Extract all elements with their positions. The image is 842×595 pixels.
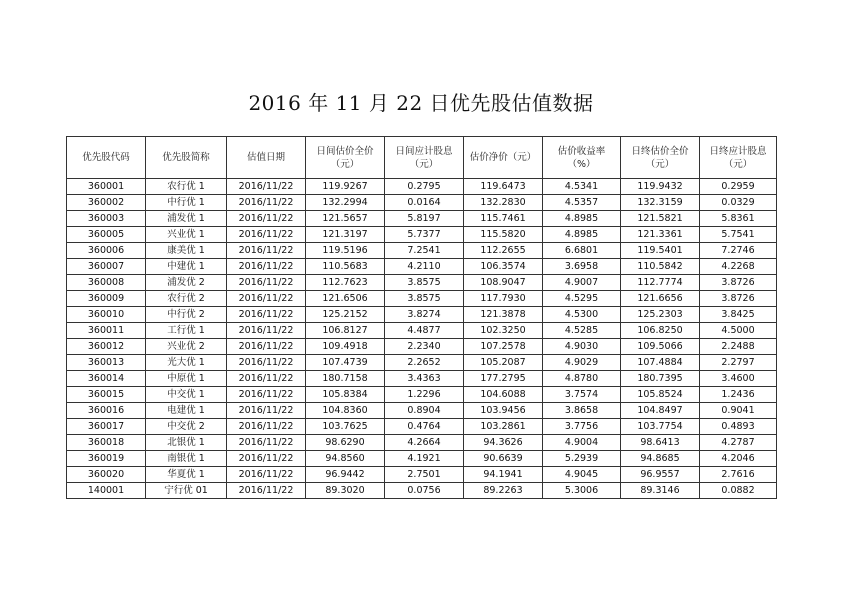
net-price-cell: 94.1941 xyxy=(464,467,543,483)
net-price-cell: 90.6639 xyxy=(464,451,543,467)
stock-name-cell: 宁行优 01 xyxy=(146,483,227,499)
stock-code-cell: 360003 xyxy=(67,211,146,227)
stock-code-cell: 140001 xyxy=(67,483,146,499)
stock-code-cell: 360018 xyxy=(67,435,146,451)
stock-name-cell: 光大优 1 xyxy=(146,355,227,371)
net-price-cell: 108.9047 xyxy=(464,275,543,291)
table-row xyxy=(67,371,777,387)
yield-cell: 3.6958 xyxy=(543,259,621,275)
yield-cell: 4.5295 xyxy=(543,291,621,307)
header-net-price xyxy=(464,137,543,179)
intraday-full-price-cell: 112.7623 xyxy=(306,275,385,291)
header-label: 日间应计股息 xyxy=(395,145,453,157)
stock-name-cell: 华夏优 1 xyxy=(146,467,227,483)
eod-full-price-cell: 132.3159 xyxy=(621,195,700,211)
valuation-date-cell: 2016/11/22 xyxy=(227,403,306,419)
valuation-date-cell: 2016/11/22 xyxy=(227,467,306,483)
intraday-accrued-dividend-cell: 0.8904 xyxy=(385,403,464,419)
intraday-accrued-dividend-cell: 0.4764 xyxy=(385,419,464,435)
valuation-date-cell: 2016/11/22 xyxy=(227,419,306,435)
intraday-full-price-cell: 132.2994 xyxy=(306,195,385,211)
stock-name-cell: 南银优 1 xyxy=(146,451,227,467)
eod-accrued-dividend-cell: 3.4600 xyxy=(700,371,777,387)
table-row xyxy=(67,275,777,291)
header-unit: （元） xyxy=(645,158,675,170)
eod-full-price-cell: 98.6413 xyxy=(621,435,700,451)
header-stock-code xyxy=(67,137,146,179)
yield-cell: 4.5341 xyxy=(543,179,621,195)
table-row xyxy=(67,179,777,195)
eod-accrued-dividend-cell: 0.0882 xyxy=(700,483,777,499)
intraday-full-price-cell: 121.5657 xyxy=(306,211,385,227)
header-intraday-accrued-dividend xyxy=(385,137,464,179)
eod-accrued-dividend-cell: 0.2959 xyxy=(700,179,777,195)
stock-code-cell: 360011 xyxy=(67,323,146,339)
eod-full-price-cell: 107.4884 xyxy=(621,355,700,371)
valuation-date-cell: 2016/11/22 xyxy=(227,371,306,387)
stock-name-cell: 浦发优 1 xyxy=(146,211,227,227)
eod-accrued-dividend-cell: 0.4893 xyxy=(700,419,777,435)
stock-name-cell: 北银优 1 xyxy=(146,435,227,451)
header-intraday-full-price xyxy=(306,137,385,179)
intraday-accrued-dividend-cell: 4.2664 xyxy=(385,435,464,451)
eod-accrued-dividend-cell: 3.8425 xyxy=(700,307,777,323)
intraday-full-price-cell: 89.3020 xyxy=(306,483,385,499)
yield-cell: 4.5285 xyxy=(543,323,621,339)
stock-code-cell: 360020 xyxy=(67,467,146,483)
header-unit: （元） xyxy=(723,158,753,170)
stock-name-cell: 电建优 1 xyxy=(146,403,227,419)
yield-cell: 4.9045 xyxy=(543,467,621,483)
yield-cell: 5.2939 xyxy=(543,451,621,467)
net-price-cell: 94.3626 xyxy=(464,435,543,451)
eod-full-price-cell: 125.2303 xyxy=(621,307,700,323)
intraday-accrued-dividend-cell: 2.2340 xyxy=(385,339,464,355)
header-label: 估价净价（元） xyxy=(469,152,537,163)
eod-full-price-cell: 121.3361 xyxy=(621,227,700,243)
intraday-full-price-cell: 110.5683 xyxy=(306,259,385,275)
eod-full-price-cell: 121.6656 xyxy=(621,291,700,307)
stock-name-cell: 浦发优 2 xyxy=(146,275,227,291)
stock-name-cell: 康美优 1 xyxy=(146,243,227,259)
net-price-cell: 102.3250 xyxy=(464,323,543,339)
net-price-cell: 115.7461 xyxy=(464,211,543,227)
stock-name-cell: 兴业优 2 xyxy=(146,339,227,355)
stock-code-cell: 360013 xyxy=(67,355,146,371)
eod-full-price-cell: 104.8497 xyxy=(621,403,700,419)
table-header-row xyxy=(67,137,777,179)
valuation-date-cell: 2016/11/22 xyxy=(227,243,306,259)
net-price-cell: 132.2830 xyxy=(464,195,543,211)
intraday-full-price-cell: 121.6506 xyxy=(306,291,385,307)
eod-accrued-dividend-cell: 2.2488 xyxy=(700,339,777,355)
eod-full-price-cell: 105.8524 xyxy=(621,387,700,403)
stock-code-cell: 360012 xyxy=(67,339,146,355)
intraday-full-price-cell: 109.4918 xyxy=(306,339,385,355)
net-price-cell: 103.9456 xyxy=(464,403,543,419)
intraday-full-price-cell: 119.9267 xyxy=(306,179,385,195)
eod-full-price-cell: 106.8250 xyxy=(621,323,700,339)
eod-full-price-cell: 121.5821 xyxy=(621,211,700,227)
stock-code-cell: 360007 xyxy=(67,259,146,275)
page-title: 2016 年 11 月 22 日优先股估值数据 xyxy=(248,91,594,115)
table-row xyxy=(67,403,777,419)
intraday-full-price-cell: 106.8127 xyxy=(306,323,385,339)
table-row xyxy=(67,323,777,339)
intraday-accrued-dividend-cell: 5.8197 xyxy=(385,211,464,227)
intraday-full-price-cell: 98.6290 xyxy=(306,435,385,451)
valuation-date-cell: 2016/11/22 xyxy=(227,259,306,275)
yield-cell: 4.5300 xyxy=(543,307,621,323)
header-label: 日终估价全价 xyxy=(631,145,689,157)
intraday-accrued-dividend-cell: 7.2541 xyxy=(385,243,464,259)
stock-code-cell: 360014 xyxy=(67,371,146,387)
net-price-cell: 119.6473 xyxy=(464,179,543,195)
valuation-date-cell: 2016/11/22 xyxy=(227,387,306,403)
stock-name-cell: 中原优 1 xyxy=(146,371,227,387)
stock-name-cell: 中行优 1 xyxy=(146,195,227,211)
eod-accrued-dividend-cell: 2.2797 xyxy=(700,355,777,371)
stock-code-cell: 360002 xyxy=(67,195,146,211)
stock-name-cell: 中交优 1 xyxy=(146,387,227,403)
yield-cell: 4.8780 xyxy=(543,371,621,387)
eod-full-price-cell: 119.9432 xyxy=(621,179,700,195)
stock-code-cell: 360005 xyxy=(67,227,146,243)
yield-cell: 4.8985 xyxy=(543,211,621,227)
stock-name-cell: 工行优 1 xyxy=(146,323,227,339)
net-price-cell: 115.5820 xyxy=(464,227,543,243)
intraday-full-price-cell: 180.7158 xyxy=(306,371,385,387)
header-label: 日终应计股息 xyxy=(709,145,767,157)
yield-cell: 4.9007 xyxy=(543,275,621,291)
stock-name-cell: 中行优 2 xyxy=(146,307,227,323)
eod-full-price-cell: 94.8685 xyxy=(621,451,700,467)
yield-cell: 3.7756 xyxy=(543,419,621,435)
header-label: 日间估价全价 xyxy=(316,145,374,157)
intraday-accrued-dividend-cell: 4.1921 xyxy=(385,451,464,467)
eod-accrued-dividend-cell: 3.8726 xyxy=(700,291,777,307)
net-price-cell: 105.2087 xyxy=(464,355,543,371)
eod-accrued-dividend-cell: 3.8726 xyxy=(700,275,777,291)
valuation-date-cell: 2016/11/22 xyxy=(227,323,306,339)
stock-code-cell: 360006 xyxy=(67,243,146,259)
valuation-date-cell: 2016/11/22 xyxy=(227,339,306,355)
yield-cell: 4.9030 xyxy=(543,339,621,355)
eod-accrued-dividend-cell: 0.9041 xyxy=(700,403,777,419)
table-row xyxy=(67,387,777,403)
header-label: 优先股代码 xyxy=(82,152,130,163)
table-row xyxy=(67,467,777,483)
eod-accrued-dividend-cell: 0.0329 xyxy=(700,195,777,211)
net-price-cell: 104.6088 xyxy=(464,387,543,403)
table-body xyxy=(67,179,777,499)
net-price-cell: 103.2861 xyxy=(464,419,543,435)
table-row xyxy=(67,435,777,451)
intraday-full-price-cell: 94.8560 xyxy=(306,451,385,467)
net-price-cell: 106.3574 xyxy=(464,259,543,275)
net-price-cell: 89.2263 xyxy=(464,483,543,499)
valuation-date-cell: 2016/11/22 xyxy=(227,451,306,467)
stock-name-cell: 农行优 2 xyxy=(146,291,227,307)
header-label: 估值日期 xyxy=(246,152,285,163)
eod-accrued-dividend-cell: 4.2046 xyxy=(700,451,777,467)
intraday-accrued-dividend-cell: 5.7377 xyxy=(385,227,464,243)
intraday-full-price-cell: 107.4739 xyxy=(306,355,385,371)
table-row xyxy=(67,451,777,467)
stock-code-cell: 360001 xyxy=(67,179,146,195)
valuation-date-cell: 2016/11/22 xyxy=(227,275,306,291)
table-row xyxy=(67,339,777,355)
stock-name-cell: 兴业优 1 xyxy=(146,227,227,243)
intraday-full-price-cell: 103.7625 xyxy=(306,419,385,435)
header-unit: （%） xyxy=(567,158,596,170)
intraday-full-price-cell: 96.9442 xyxy=(306,467,385,483)
intraday-accrued-dividend-cell: 4.2110 xyxy=(385,259,464,275)
stock-code-cell: 360017 xyxy=(67,419,146,435)
table-row xyxy=(67,419,777,435)
intraday-accrued-dividend-cell: 2.7501 xyxy=(385,467,464,483)
header-stock-short-name xyxy=(146,137,227,179)
valuation-date-cell: 2016/11/22 xyxy=(227,195,306,211)
table-row xyxy=(67,355,777,371)
header-unit: （元） xyxy=(330,158,360,170)
intraday-accrued-dividend-cell: 3.4363 xyxy=(385,371,464,387)
valuation-date-cell: 2016/11/22 xyxy=(227,435,306,451)
yield-cell: 5.3006 xyxy=(543,483,621,499)
eod-full-price-cell: 103.7754 xyxy=(621,419,700,435)
yield-cell: 3.8658 xyxy=(543,403,621,419)
eod-full-price-cell: 110.5842 xyxy=(621,259,700,275)
eod-accrued-dividend-cell: 1.2436 xyxy=(700,387,777,403)
eod-full-price-cell: 119.5401 xyxy=(621,243,700,259)
header-valuation-date xyxy=(227,137,306,179)
intraday-accrued-dividend-cell: 0.0164 xyxy=(385,195,464,211)
intraday-accrued-dividend-cell: 0.0756 xyxy=(385,483,464,499)
table-row xyxy=(67,195,777,211)
net-price-cell: 177.2795 xyxy=(464,371,543,387)
eod-accrued-dividend-cell: 5.8361 xyxy=(700,211,777,227)
intraday-full-price-cell: 121.3197 xyxy=(306,227,385,243)
intraday-full-price-cell: 104.8360 xyxy=(306,403,385,419)
header-eod-accrued-dividend xyxy=(700,137,777,179)
header-label: 优先股简称 xyxy=(162,152,210,163)
header-eod-full-price xyxy=(621,137,700,179)
eod-accrued-dividend-cell: 4.2268 xyxy=(700,259,777,275)
yield-cell: 4.8985 xyxy=(543,227,621,243)
eod-accrued-dividend-cell: 4.5000 xyxy=(700,323,777,339)
stock-name-cell: 中建优 1 xyxy=(146,259,227,275)
net-price-cell: 117.7930 xyxy=(464,291,543,307)
table-row xyxy=(67,259,777,275)
eod-full-price-cell: 96.9557 xyxy=(621,467,700,483)
intraday-accrued-dividend-cell: 4.4877 xyxy=(385,323,464,339)
net-price-cell: 107.2578 xyxy=(464,339,543,355)
intraday-accrued-dividend-cell: 2.2652 xyxy=(385,355,464,371)
table-row xyxy=(67,307,777,323)
eod-accrued-dividend-cell: 2.7616 xyxy=(700,467,777,483)
stock-code-cell: 360008 xyxy=(67,275,146,291)
eod-full-price-cell: 109.5066 xyxy=(621,339,700,355)
net-price-cell: 112.2655 xyxy=(464,243,543,259)
eod-accrued-dividend-cell: 5.7541 xyxy=(700,227,777,243)
header-label: 估价收益率 xyxy=(557,145,606,157)
table-row xyxy=(67,227,777,243)
net-price-cell: 121.3878 xyxy=(464,307,543,323)
stock-code-cell: 360010 xyxy=(67,307,146,323)
intraday-full-price-cell: 125.2152 xyxy=(306,307,385,323)
stock-name-cell: 农行优 1 xyxy=(146,179,227,195)
intraday-accrued-dividend-cell: 0.2795 xyxy=(385,179,464,195)
eod-full-price-cell: 89.3146 xyxy=(621,483,700,499)
table-row xyxy=(67,483,777,499)
table-row xyxy=(67,291,777,307)
header-yield xyxy=(543,137,621,179)
yield-cell: 4.9004 xyxy=(543,435,621,451)
intraday-full-price-cell: 105.8384 xyxy=(306,387,385,403)
valuation-date-cell: 2016/11/22 xyxy=(227,355,306,371)
stock-code-cell: 360015 xyxy=(67,387,146,403)
yield-cell: 6.6801 xyxy=(543,243,621,259)
intraday-full-price-cell: 119.5196 xyxy=(306,243,385,259)
stock-name-cell: 中交优 2 xyxy=(146,419,227,435)
eod-accrued-dividend-cell: 7.2746 xyxy=(700,243,777,259)
stock-code-cell: 360019 xyxy=(67,451,146,467)
valuation-date-cell: 2016/11/22 xyxy=(227,291,306,307)
valuation-date-cell: 2016/11/22 xyxy=(227,483,306,499)
intraday-accrued-dividend-cell: 3.8274 xyxy=(385,307,464,323)
stock-code-cell: 360009 xyxy=(67,291,146,307)
stock-code-cell: 360016 xyxy=(67,403,146,419)
preferred-stock-valuation-table xyxy=(66,136,777,499)
yield-cell: 3.7574 xyxy=(543,387,621,403)
header-unit: （元） xyxy=(409,158,439,170)
intraday-accrued-dividend-cell: 3.8575 xyxy=(385,291,464,307)
intraday-accrued-dividend-cell: 3.8575 xyxy=(385,275,464,291)
valuation-date-cell: 2016/11/22 xyxy=(227,307,306,323)
yield-cell: 4.9029 xyxy=(543,355,621,371)
valuation-date-cell: 2016/11/22 xyxy=(227,179,306,195)
valuation-date-cell: 2016/11/22 xyxy=(227,211,306,227)
table-row xyxy=(67,243,777,259)
eod-full-price-cell: 180.7395 xyxy=(621,371,700,387)
valuation-date-cell: 2016/11/22 xyxy=(227,227,306,243)
yield-cell: 4.5357 xyxy=(543,195,621,211)
eod-accrued-dividend-cell: 4.2787 xyxy=(700,435,777,451)
table-row xyxy=(67,211,777,227)
intraday-accrued-dividend-cell: 1.2296 xyxy=(385,387,464,403)
eod-full-price-cell: 112.7774 xyxy=(621,275,700,291)
